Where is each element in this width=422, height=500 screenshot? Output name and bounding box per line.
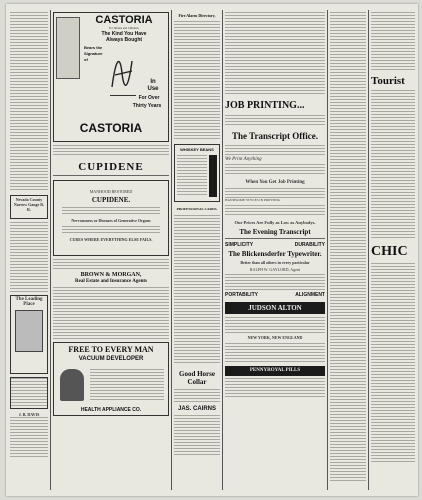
column-4: JOB PRINTING... The Transcript Office. We Print Anything When You Get Job Printing HANDSOME STYLES IN PRINTING Our Prices Are Fully as Low as Anybodys. The Evening Transcript SIMPLICITY DURABILITY The Blickensderfer Typewriter. Better than all others in every particular RALPH W. GAYLORD, Agent PORTABILITY ALIGNMENT JUDSON ALTON NEW YORK, NEW ENGLAND PENNYROYAL PILLS <box>225 12 325 488</box>
newspaper-page <box>6 4 418 496</box>
railroad-title: Nevada County Narrow Gauge R. R. <box>13 197 45 212</box>
alarm-directory-title: Fire Alarm Directory. <box>178 13 216 18</box>
column-1 <box>10 12 48 488</box>
leading-place-ad <box>10 295 48 374</box>
vacuum-developer-ad: FREE TO EVERY MAN VACUUM DEVELOPER HEALTH APPLIANCE CO. <box>53 342 169 416</box>
cupidene-ad: MANHOOD RESTORED CUPIDENE. Nervousness or Diseases of Generative Organs CURES WHERE EVERYTHING ELSE FAILS. <box>53 180 169 256</box>
castoria-bottom-title: CASTORIA <box>79 121 143 135</box>
portrait-illustration <box>60 369 84 401</box>
column-2: CASTORIA For Infants and Children. The Kind You Have Always Bought Bears the Signature of In Use For Over Thirty Years CASTORIA CUPIDENE MANHOOD RESTORED CUPIDENE. Nervousness or Diseases of Generative Organs CURES WHERE EVERYTHING ELSE FAILS. BROWN & MORGAN, Real Estate and Insurance Agents FREE TO EVERY MAN VACUUM DEVELOPER HEALTH APPLIANCE CO. <box>53 12 169 488</box>
chic-heading: CHIC <box>371 244 408 259</box>
tourist-heading: Tourist <box>371 75 405 87</box>
cupidene-heading: CUPIDENE <box>78 161 144 173</box>
castoria-title: CASTORIA <box>95 14 153 26</box>
leading-place-title: The Leading Place <box>15 297 43 307</box>
text-block <box>10 222 48 292</box>
jb-davis: J. B. DAVIS <box>18 412 40 417</box>
job-printing-heading: JOB PRINTING... <box>225 100 305 111</box>
column-rule <box>368 10 369 490</box>
column-rule <box>171 10 172 490</box>
laundry-ad <box>10 377 48 409</box>
horse-collar-title: Good Horse Collar <box>179 370 215 386</box>
column-3: Fire Alarm Directory. WHISKEY BEANS PROFESSIONAL CARDS. Good Horse Collar JAS. CAIRNS <box>174 12 220 488</box>
signature-icon <box>110 47 136 96</box>
castoria-ad: CASTORIA For Infants and Children. The Kind You Have Always Bought Bears the Signature of In Use For Over Thirty Years CASTORIA <box>53 12 169 142</box>
pennyroyal-banner: PENNYROYAL PILLS <box>225 366 325 376</box>
whiskey-beans-ad: WHISKEY BEANS <box>174 144 220 202</box>
column-rule <box>222 10 223 490</box>
column-rule <box>50 10 51 490</box>
column-6 <box>371 12 415 488</box>
railroad-ad <box>10 195 48 219</box>
column-rule <box>327 10 328 490</box>
typewriter-header: SIMPLICITY DURABILITY <box>225 242 325 248</box>
castoria-bottle <box>56 17 80 79</box>
product-illustration <box>15 310 43 352</box>
brown-morgan-title: BROWN & MORGAN, <box>80 272 142 278</box>
judson-alton-banner: JUDSON ALTON <box>225 302 325 314</box>
column-5 <box>330 12 366 488</box>
transcript-office: The Transcript Office. <box>232 131 318 141</box>
typewriter-title: The Blickensderfer Typewriter. <box>228 250 322 258</box>
text-block <box>10 12 48 192</box>
